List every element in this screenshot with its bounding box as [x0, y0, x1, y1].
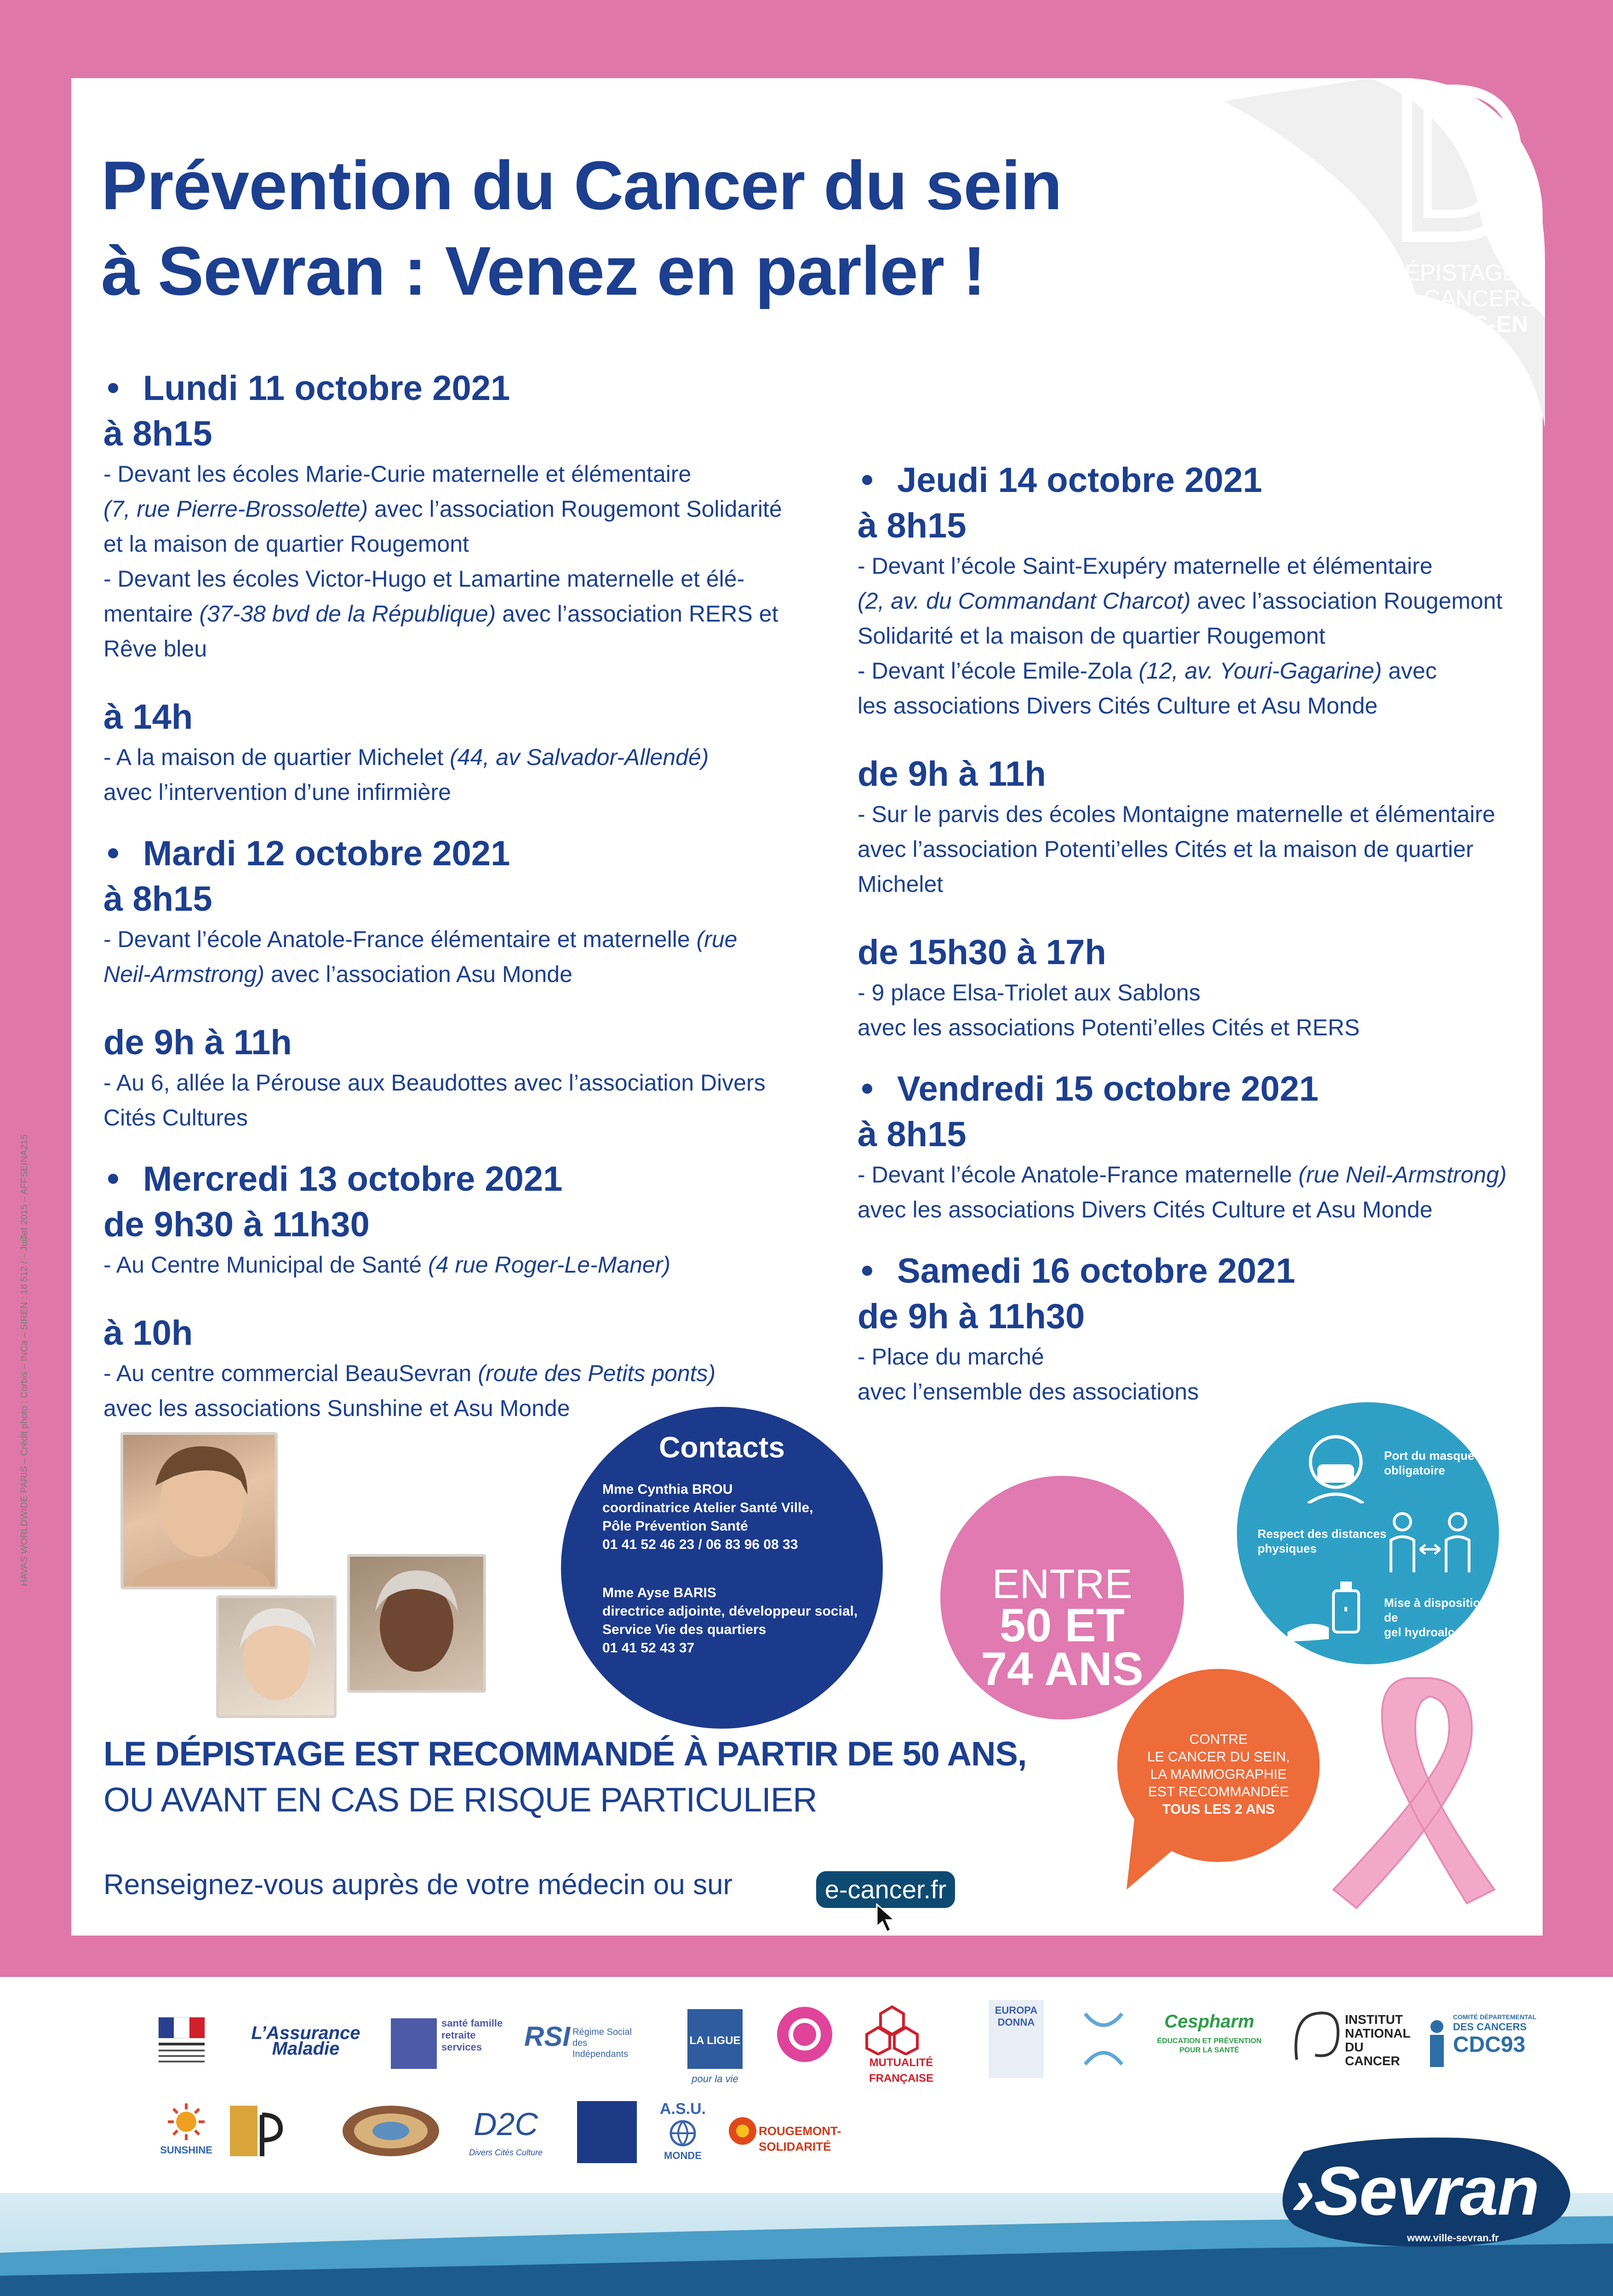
slot-description	[103, 1247, 885, 1282]
mammo-line: TOUS LES 2 ANS	[1162, 1802, 1275, 1817]
rougemont-solidarite-logo: ROUGEMONT-SOLIDARITÉ	[759, 2124, 841, 2153]
pink-ribbon-association-logo-icon	[775, 2005, 835, 2064]
slot-description	[858, 1339, 1510, 1409]
covid-text: Respect des distances	[1258, 1527, 1387, 1541]
cultural-association-logo-icon	[340, 2103, 441, 2159]
desc-line: - Au centre commercial BeauSevran	[103, 1360, 478, 1386]
age-badge	[940, 1476, 1184, 1719]
covid-text: obligatoire	[1384, 1463, 1445, 1477]
desc-address: (route des Petits ponts)	[478, 1360, 716, 1386]
age-badge-line2: 50 ET	[999, 1599, 1125, 1651]
ligue-logo-text: LA LIGUE	[689, 2034, 741, 2047]
sevran-logo-text: ›Sevran	[1292, 2152, 1539, 2229]
contacts-circle	[561, 1407, 883, 1729]
covid-item-3	[1384, 1595, 1499, 1639]
day-label: Jeudi 14 octobre 2021	[897, 461, 1263, 500]
time-slot: de 9h30 à 11h30	[103, 1205, 370, 1244]
brand-line3: PARLONS-EN	[1378, 311, 1528, 337]
time-slot: à 8h15	[858, 1115, 967, 1154]
info-text: Renseignez-vous auprès de votre médecin ou sur	[103, 1869, 733, 1901]
desc-line: avec	[1382, 658, 1437, 684]
covid-item-1	[1384, 1448, 1474, 1478]
title-line2: à Sevran : Venez en parler !	[101, 232, 985, 309]
photo-credit: HAVAS WORLDWIDE PARIS – Crédit photo : Corbis – INCa – SIREN : 18 512 / – Juillet 2015 – AFFSEINA215	[19, 1134, 29, 1586]
desc-address: Neil-Armstrong)	[103, 961, 265, 987]
cdc-line: COMITÉ DÉPARTEMENTAL	[1453, 2013, 1537, 2021]
desc-line: - A la maison de quartier Michelet	[103, 744, 450, 770]
asu-monde-logo: A.S.U.	[659, 2100, 706, 2118]
contact-role: Pôle Prévention Santé	[602, 1519, 748, 1534]
msa-logo: santé famille retraite services	[441, 2017, 503, 2053]
day-label: Lundi 11 octobre 2021	[143, 369, 510, 408]
rsi-logo: RSI	[524, 2021, 571, 2052]
time-slot: à 8h15	[103, 414, 212, 453]
time-slot: de 9h à 11h	[103, 1023, 292, 1062]
covid-text: gel hydroalcoolique	[1384, 1625, 1497, 1639]
europa-donna-logo-box	[989, 2000, 1044, 2078]
desc-address: (12, av. Youri-Gagarine)	[1138, 658, 1382, 684]
mask-face-icon	[1297, 1430, 1375, 1503]
inca-line: NATIONAL	[1345, 2026, 1411, 2040]
ligue-logo-box	[687, 2009, 743, 2069]
bullet-icon	[108, 383, 118, 393]
e-cancer-link[interactable]: e-cancer.fr	[816, 1871, 955, 1908]
desc-line: Rêve bleu	[103, 636, 207, 662]
brand-line2: DES CANCERS	[1370, 286, 1536, 311]
inca-line: INSTITUT	[1345, 2012, 1403, 2027]
day-heading	[858, 457, 1510, 503]
msa-logo-icon	[391, 2018, 437, 2069]
desc-line: - Devant les écoles Marie-Curie maternelle et élémentaire	[103, 461, 692, 487]
assurance-maladie-logo: L’Assurance Maladie	[251, 2023, 360, 2059]
day-heading	[103, 366, 885, 411]
desc-line: avec l’intervention d’une infirmière	[103, 779, 451, 805]
contact-person-2	[602, 1584, 860, 1657]
slot-description	[858, 797, 1510, 902]
bullet-icon	[108, 848, 118, 858]
schedule-right-column	[858, 457, 1510, 1421]
d-letter-logo-icon	[1389, 80, 1527, 246]
schedule-left-column	[103, 366, 885, 1438]
time-slot: à 8h15	[858, 506, 967, 545]
sunshine-logo-icon	[161, 2101, 212, 2142]
sevran-url: www.ville-sevran.fr	[1407, 2232, 1499, 2244]
bullet-icon	[108, 1174, 118, 1184]
desc-address: (rue Neil-Armstrong)	[1298, 1162, 1507, 1188]
mammo-line: LE CANCER DU SEIN,	[1147, 1749, 1290, 1765]
desc-line: avec l’association Rougemont Solidarité	[368, 496, 782, 522]
time-slot: à 10h	[103, 1314, 193, 1353]
covid-text: Port du masque	[1384, 1449, 1475, 1462]
potentielles-cites-logo-icon	[225, 2101, 290, 2161]
desc-line: - Devant l’école Anatole-France maternelle	[858, 1162, 1298, 1188]
mammography-badge	[1117, 1669, 1320, 1862]
time-slot: à 8h15	[103, 880, 212, 919]
inca-logo	[1345, 2013, 1414, 2068]
slot-description	[103, 457, 885, 666]
day-heading	[103, 1156, 885, 1202]
day-heading	[103, 831, 885, 877]
d2c-subtitle: Divers Cités Culture	[469, 2148, 543, 2157]
portrait-face-icon	[123, 1435, 275, 1587]
desc-line: Michelet	[858, 871, 944, 897]
bullet-icon	[862, 1084, 872, 1094]
rsi-logo-subtitle: Régime Social des Indépendants	[572, 2027, 632, 2059]
desc-line: - Devant les écoles Victor-Hugo et Lamartine maternelle et élé-	[103, 566, 745, 592]
ligue-subtitle: pour la vie	[692, 2073, 738, 2085]
inca-logo-icon	[1287, 2005, 1343, 2064]
time-slot: de 9h à 11h30	[858, 1297, 1085, 1336]
desc-line: - Au 6, allée la Pérouse aux Beaudottes avec l’association Divers	[103, 1070, 766, 1096]
desc-address: (44, av Salvador-Allendé)	[450, 744, 709, 770]
desc-line: - Sur le parvis des écoles Montaigne maternelle et élémentaire	[858, 801, 1495, 827]
reve-bleu-logo-box	[577, 2101, 637, 2163]
desc-line: avec les associations Divers Cités Culture et Asu Monde	[858, 1197, 1433, 1222]
desc-address: (rue	[696, 926, 738, 952]
cdc93-logo	[1453, 2013, 1545, 2057]
recommendation-heading: LE DÉPISTAGE EST RECOMMANDÉ À PARTIR DE 50 ANS,	[103, 1735, 1027, 1773]
brand-text	[1352, 260, 1554, 337]
contact-role: coordinatrice Atelier Santé Ville,	[602, 1500, 813, 1515]
covid-text: physiques	[1258, 1542, 1317, 1555]
desc-line: avec l’ensemble des associations	[858, 1379, 1199, 1405]
slot-description	[858, 975, 1510, 1045]
slot-description	[858, 1157, 1510, 1227]
mutualite-logo: MUTUALITÉ FRANÇAISE	[869, 2056, 933, 2085]
recommendation-subheading: OU AVANT EN CAS DE RISQUE PARTICULIER	[103, 1781, 817, 1819]
page-title	[101, 143, 1195, 314]
time-slot: de 9h à 11h	[858, 754, 1046, 794]
rougemont-logo-icon	[726, 2115, 759, 2147]
cdc-line: CDC93	[1453, 2033, 1526, 2057]
contacts-title: Contacts	[659, 1431, 785, 1464]
desc-line: Solidarité et la maison de quartier Rougemont	[858, 623, 1326, 649]
desc-line: avec les associations Potenti’elles Cités et RERS	[858, 1015, 1360, 1040]
desc-line: - Devant l’école Anatole-France élémentaire et maternelle	[103, 926, 697, 952]
brand-line1: DÉPISTAGE	[1388, 260, 1518, 286]
slot-description	[103, 1065, 885, 1135]
pink-ribbon-icon	[1315, 1673, 1522, 1913]
title-line1: Prévention du Cancer du sein	[101, 147, 1062, 224]
contact-phone: 01 41 52 46 23 / 06 83 96 08 33	[602, 1537, 798, 1552]
desc-line: et la maison de quartier Rougemont	[103, 531, 469, 557]
d2c-logo: D2C	[473, 2106, 538, 2142]
desc-line: avec les associations Sunshine et Asu Monde	[103, 1395, 570, 1421]
age-badge-line3: 74 ANS	[981, 1643, 1144, 1695]
older-woman-portrait-photo	[216, 1595, 337, 1718]
desc-line: avec l’association Rougemont	[1190, 588, 1503, 614]
cursor-icon	[876, 1903, 896, 1933]
dark-haired-woman-portrait-photo	[347, 1554, 486, 1693]
contact-name: Mme Ayse BARIS	[602, 1585, 716, 1600]
bullet-icon	[862, 475, 872, 485]
desc-line: les associations Divers Cités Culture et Asu Monde	[858, 693, 1378, 719]
globe-icon	[664, 2119, 701, 2147]
sevran-wordmark: Sevran	[1314, 2152, 1539, 2229]
covid-measures-circle	[1237, 1402, 1499, 1664]
mammo-line: EST RECOMMANDÉE	[1148, 1784, 1289, 1799]
desc-line: - 9 place Elsa-Triolet aux Sablons	[858, 980, 1201, 1005]
desc-address: (4 rue Roger-Le-Maner)	[428, 1252, 671, 1278]
inca-line: DU CANCER	[1345, 2040, 1400, 2068]
mammo-line: CONTRE	[1189, 1732, 1248, 1747]
asu-monde-subtitle: MONDE	[664, 2150, 702, 2161]
contact-role: directrice adjointe, développeur social,	[602, 1604, 858, 1619]
age-badge-line1: ENTRE	[992, 1561, 1133, 1607]
hand-sanitizer-icon	[1283, 1577, 1375, 1646]
desc-line: - Place du marché	[858, 1344, 1044, 1370]
woman-portrait-photo	[120, 1432, 278, 1589]
sunshine-logo: SUNSHINE	[160, 2144, 212, 2156]
cdc93-figure-icon	[1421, 2018, 1453, 2069]
desc-line: avec l’association RERS et	[496, 601, 778, 627]
day-label: Mercredi 13 octobre 2021	[143, 1159, 563, 1199]
bullet-icon	[862, 1266, 872, 1276]
portrait-face-icon	[350, 1557, 483, 1690]
time-slot: de 15h30 à 17h	[858, 933, 1106, 972]
desc-address: (2, av. du Commandant Charcot)	[858, 588, 1191, 614]
desc-address: (37-38 bvd de la République)	[199, 601, 496, 627]
mutualite-hexagon-logo-icon	[864, 2005, 920, 2055]
europa-donna-text: EUROPA DONNA	[995, 2005, 1038, 2028]
slot-description	[858, 548, 1510, 723]
desc-line: - Devant l’école Saint-Exupéry maternelle et élémentaire	[858, 553, 1433, 579]
day-label: Vendredi 15 octobre 2021	[897, 1069, 1319, 1108]
contact-phone: 01 41 52 43 37	[602, 1640, 695, 1656]
partners-band	[0, 1977, 1613, 2296]
contact-person-1	[602, 1480, 860, 1554]
french-republic-logo-icon	[149, 2013, 214, 2077]
cdc-line: DES CANCERS	[1453, 2021, 1527, 2033]
day-label: Mardi 12 octobre 2021	[143, 834, 510, 873]
desc-line: avec l’association Potenti’elles Cités et la maison de quartier	[858, 836, 1474, 862]
contact-role: Service Vie des quartiers	[602, 1622, 766, 1637]
day-label: Samedi 16 octobre 2021	[897, 1251, 1295, 1291]
desc-line: Cités Cultures	[103, 1105, 248, 1131]
covid-text: Mise à disposition de	[1384, 1596, 1488, 1624]
covid-item-2	[1258, 1526, 1386, 1556]
desc-line: - Au Centre Municipal de Santé	[103, 1252, 428, 1278]
cespharm-logo: Cespharm	[1164, 2011, 1254, 2032]
day-heading	[858, 1248, 1510, 1294]
portrait-face-icon	[219, 1598, 334, 1715]
slot-description	[103, 740, 885, 810]
day-heading	[858, 1066, 1510, 1112]
mammo-line: LA MAMMOGRAPHIE	[1150, 1767, 1287, 1782]
distance-people-icon	[1384, 1508, 1476, 1577]
desc-line: mentaire	[103, 601, 200, 627]
vivre-comme-avant-logo-icon	[1071, 2005, 1136, 2073]
time-slot: à 14h	[103, 697, 193, 737]
desc-line: - Devant l’école Emile-Zola	[858, 658, 1139, 684]
slot-description	[103, 922, 885, 992]
cespharm-subtitle: ÉDUCATION ET PRÉVENTION POUR LA SANTÉ	[1157, 2037, 1262, 2054]
desc-address: (7, rue Pierre-Brossolette)	[103, 496, 368, 522]
desc-line: avec l’association Asu Monde	[264, 961, 572, 987]
contact-name: Mme Cynthia BROU	[602, 1482, 733, 1497]
